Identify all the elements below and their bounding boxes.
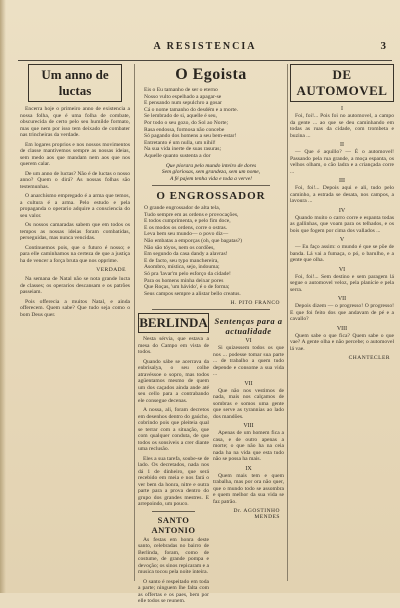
verse-line: E pensando num sepulchro a gosar: [144, 100, 222, 107]
verse-line: E todos cumprimenta, e pelo fim doce,: [144, 218, 231, 225]
verse-line: Sem gloriosas, sem grandeza, sem um nome,: [161, 169, 261, 176]
divider: [152, 185, 270, 186]
divider: [152, 511, 195, 512]
paragraph: Encerra hoje o primeiro anno de existencia a nossa folha, que é uma folha de combate, obscurecida de certo pelo seu humilde formato, mas que nem por isso tem deixado de combater nas trincheiras da verdade.: [20, 106, 130, 138]
column-left: [20, 64, 130, 583]
column-middle: [138, 64, 284, 605]
verse-line: Se lembrado de si, aquelle é seu,: [144, 113, 218, 120]
paragraph: Foi, foi!... Depois aqui e ali, tudo pelo caminho, a estrada se desata, nos campos, a lavoura ...: [290, 185, 394, 204]
verse-line: Não embatas a emporças (oh, que bagatas?): [144, 238, 243, 244]
two-column-section: [138, 313, 284, 608]
section-title: Sentenças para a actualidade: [214, 316, 283, 337]
verse-line: E de facto, seu typo manchereira,: [144, 257, 219, 264]
page-number: 3: [380, 40, 386, 52]
paragraph: Foi, foi!... Pois foi no automovel, a campo da gente ... ao que se deu caminhando em todas as ruas da cidade, com trombeta e buzina ...: [290, 113, 394, 139]
article-body: [290, 106, 394, 352]
paragraph: Na semana de Natal não se nota grande lucta de classes; os operarios descansam e os patrões passeiam.: [20, 276, 130, 295]
column-rule: [134, 64, 135, 581]
verse-line: Rasa endossa, formosa não concebe: [144, 126, 225, 133]
article-body: [20, 106, 130, 264]
section-number: I: [341, 106, 343, 112]
section-number: VIII: [243, 423, 254, 430]
section-number: III: [339, 178, 345, 184]
verse-line: Nosso vulto espelhado a apagar-se: [144, 93, 222, 100]
paragraph: — Que é aquillo? — É o automovel! Passando pela rua grande, a moça espanta, os velhos olham, o cão ladra e a criançada corre ...: [290, 149, 394, 175]
paragraph: Quem sabe o que fica? Quem sabe o que vae? A gente olha e não percebe; o automovel lá vae.: [290, 332, 394, 352]
verse-line: Que piorara pelo mundo inteiro de dores: [165, 162, 257, 169]
section-signature: Dr. AGOSTINHO MENDES: [233, 508, 280, 521]
section-body: [138, 537, 209, 605]
paragraph: Continuemos pois, que o futuro é nosso; e para elle caminhamos na certeza de que a justiça ha de vencer a força bruta que nos opprime.: [20, 244, 130, 264]
section-number: V: [339, 237, 345, 243]
paragraph: Eles a sua tarefa, soube-se de lado. Os decretados, nada nos dá 1 de dinheiro, que será recebido em meia e nos fará o ver bem da honra, nitre e outra parte para a prova dentro do grupo dos grandes mestres. E arrepoindo, um pouco.: [138, 455, 209, 508]
paragraph: A nossa, ali, foram decretos em desenhos dentro do gaúcho, cobrindo pois que pleiteia qual se terrar com a situação, que com qualquer conduta, de que todos os sonsiveis a crer diante uma reclusão.: [138, 407, 209, 453]
section-title: BERLINDA: [138, 313, 209, 333]
article-signature: VERDADE: [96, 267, 126, 273]
column-rule: [287, 64, 288, 581]
paragraph: Quando sábe se acerrava da enbrisalya, o seu colhe atravéssoe o sopro, mas todos agüentamos mesmo de quem um dos caçados ainda ande até seu cello para a contrabando ele consegue decenas.: [138, 358, 209, 404]
section-number: IV: [338, 207, 346, 214]
page-header: [18, 38, 392, 61]
verse-line: Entretanto é um nulla, um nihil!: [144, 139, 216, 146]
paragraph: Depois dizem — o progresso! O progresso! E que foi feito dos que andavam de pé e a cavallo?: [290, 303, 394, 322]
verse-line: E os modos os ordens, corre o ostras.: [144, 224, 228, 231]
verse-line: Que Roças, 'um hávido', é o de forma;: [144, 284, 230, 291]
verse-line: Só pagando dos homens a seu bem-estar!: [144, 133, 237, 140]
section-number: VII: [244, 380, 253, 387]
column-right: [290, 64, 394, 583]
masthead: A RESISTENCIA: [153, 41, 257, 52]
poem-body: [138, 87, 284, 160]
verse-line: Para os homens minha deixar pores: [144, 277, 224, 284]
paragraph: As festas em honra deste santo, celebradas no bairro de Berlinda, foram, como de costume, de grande pompa e devoção; os sinos repicaram e a musica tocou pela noite inteira.: [138, 536, 209, 576]
divider: [152, 309, 270, 310]
verse-line: O grande engrossador de alta tela,: [144, 205, 221, 212]
paragraph: Si quizessem todos os que nos ... podesse tomar sua parte ... de trabalho a quem tudo depende e consome a sua vida ...: [213, 345, 284, 378]
section-body: [213, 338, 284, 505]
article-title: DE AUTOMOVEL: [290, 64, 394, 102]
paragraph: Quem mais tem e quem trabalha, mas por ora não quer, que o mundo todo se assombra e quem melhor da sua vida se faz patrão.: [213, 472, 284, 505]
paragraph: Foi, foi!... Sem destino e sem paragem lá segue o automovel veloz, pela planície e pela serra.: [290, 273, 394, 293]
verse-line: Seus campos sempre a alistar bello creatus.: [144, 290, 241, 297]
verse-line: Tudo sempre em as ordens e provocações,: [144, 211, 239, 218]
verse-line: Não são tóyos, nem os cordões,: [144, 244, 215, 251]
poem-title: O Egoista: [175, 66, 247, 83]
article-title: Um anno de luctas: [28, 64, 122, 102]
section-number: VI: [338, 266, 346, 273]
paragraph: Pois offerecia a muitos Natal, e ainda offerecem. Quem sabe? Que tudo seja como o bom Deus quer.: [20, 298, 130, 318]
section-number: VI: [245, 338, 252, 345]
section-number: VII: [337, 296, 347, 302]
paragraph: Nesta sérvia, que estava a mesa do Campo em vista de todos.: [138, 336, 209, 356]
verse-line: Asombro, mística, sejo, indouma;: [144, 264, 220, 271]
poem-title: O ENGROSSADOR: [156, 190, 266, 203]
section-number: VIII: [336, 325, 348, 332]
paragraph: Quando muito o carro corre e espanta todas as gallinhas, que voam para os telhados, e os bois que fogem por cima dos vallados ...: [290, 214, 394, 234]
paragraph: De um anno de luctas? Não é de luctas o nosso anno? Quem o dirá? As nossas folhas são testemunhas.: [20, 170, 131, 190]
poem-quote: [140, 163, 282, 183]
verse-line: Em segundo da casa dandy a alavras!: [144, 251, 228, 258]
page-fold-shadow: [0, 0, 6, 593]
verse-line: A fé pajem tenha vida e toda a verve!: [169, 175, 253, 182]
article-body: [20, 276, 130, 318]
paragraph: Em logares proprios e nos nossos movimentos de classe mantivemos sempre as nossas ideias, sem medo aos que mandam nem aos que nos querem calar.: [20, 141, 130, 167]
verse-line: Na sua vida inerte de suas rasuras;: [144, 146, 222, 153]
paragraph: Que não nos vestimos de nada, mais nos calçamos de sombras e somos uma gente que serve as tyrannias ao lado dos mandões.: [213, 387, 284, 420]
section-title: SANTO ANTONIO: [151, 514, 196, 535]
berlinda-section: [138, 313, 209, 608]
paragraph: Os nossos camaradas sabem que em todos os tempos as nossas ideias foram combatidas, perseguidas, mas nunca vencidas.: [20, 222, 130, 241]
article-signature: CHANTECLER: [348, 355, 390, 361]
verse-line: Por todo o seu gozo, do Sol ao Norte;: [144, 119, 229, 126]
paragraph: O anarchismo empregado é a arma que temos, a cultura é a arma. Pelo estudo e pela propaganda o operario adquire a consciencia do seu valor.: [20, 193, 130, 219]
sentencas-section: [213, 313, 284, 608]
verse-line: Cá o nome tamanho do desdém e a morte.: [144, 106, 238, 113]
section-body: [138, 336, 209, 508]
verse-line: Só pra 'lavar'm pelo esforço da cidade!: [144, 270, 231, 277]
section-number: IX: [245, 465, 252, 472]
verse-line: Leva bem seu mundo— o povo diz—: [144, 231, 229, 238]
verse-line: Eis o Eu tamanho de ser o eterno: [144, 87, 218, 93]
poem-body: [138, 205, 284, 297]
paragraph: — Eu faço assim: o mundo é que se põe de banda. Lá vai a fumaça, o pó, o barulho, e a gente que olha.: [290, 244, 394, 263]
section-number: II: [340, 142, 344, 148]
paragraph: O santo é respeitado em toda a parte; ninguem lhe falta com as offertas e os paes, bem por elle todos se reunem.: [138, 578, 209, 605]
paragraph: Apenas de um homem fica a casa, e de outro apenas a morte; o que não ha na ceia nada ha na vida que esta tudo não se possa ha mais.: [213, 430, 284, 463]
poem-signature: H. PITO FRANCO: [230, 300, 280, 307]
verse-line: Aquelle quanto sustenta a dor: [144, 152, 211, 159]
